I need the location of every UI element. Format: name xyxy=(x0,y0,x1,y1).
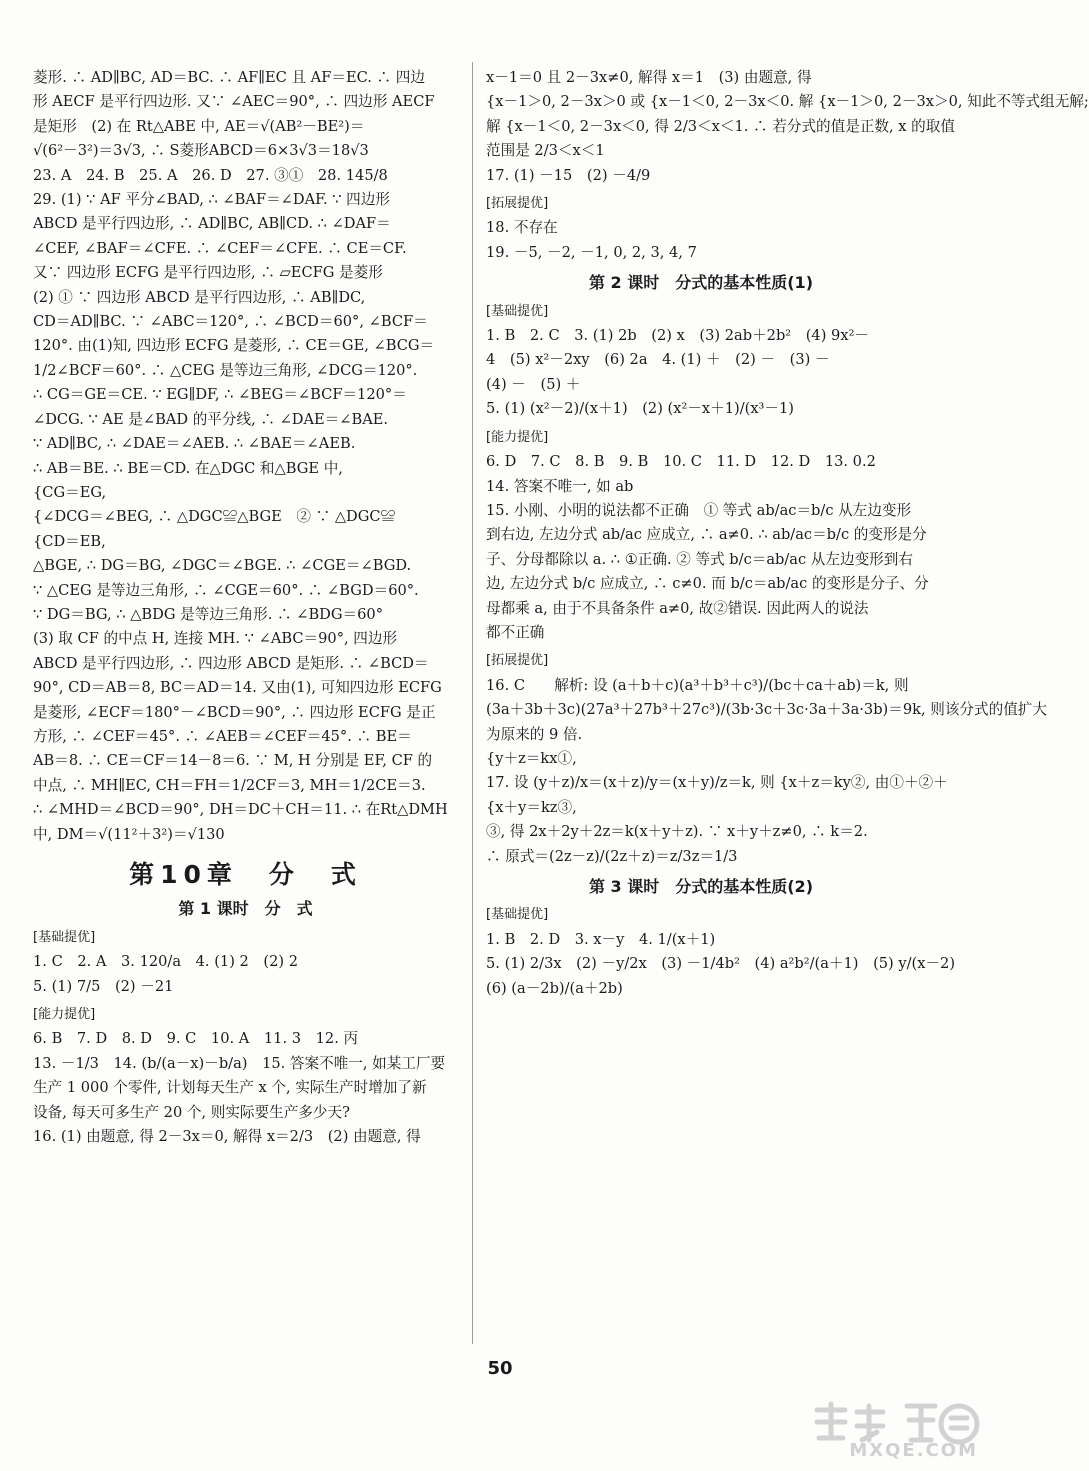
text-line: 生产 1 000 个零件, 计划每天生产 x 个, 实际生产时增加了新 xyxy=(33,1079,427,1097)
section-label: [基础提优] xyxy=(486,907,549,923)
text-line: 中, DM＝√(11²＋3²)＝√130 xyxy=(33,825,225,843)
text-line: 16. (1) 由题意, 得 2－3x＝0, 解得 x＝2/3 (2) 由题意, 得 xyxy=(33,1128,421,1146)
text-line: 17. 设 (y＋z)/x＝(x＋z)/y＝(x＋y)/z＝k, 则 {x＋z＝ky②, 由①＋②＋ xyxy=(486,774,948,792)
text-line: 中点, ∴ MH∥EC, CH＝FH＝1/2CF＝3, MH＝1/2CE＝3. xyxy=(33,776,426,794)
column-divider xyxy=(472,62,473,1344)
text-line: 1. B 2. D 3. x－y 4. 1/(x＋1) xyxy=(486,930,716,948)
text-line: 6. D 7. C 8. B 9. B 10. C 11. D 12. D 13. 0.2 xyxy=(486,453,876,471)
text-line: (3a＋3b＋3c)(27a³＋27b³＋27c³)/(3b·3c＋3c·3a＋3a·3b)＝9k, 则该分式的值扩大 xyxy=(486,701,1047,719)
right-column xyxy=(486,66,1089,1001)
text-line: 90°, CD＝AB＝8, BC＝AD＝14. 又由(1), 可知四边形 ECFG xyxy=(33,679,442,697)
text-line: 120°. 由(1)知, 四边形 ECFG 是菱形, ∴ CE＝GE, ∠BCG＝ xyxy=(33,337,435,355)
left-column xyxy=(33,66,458,1149)
text-line: 1. B 2. C 3. (1) 2b (2) x (3) 2ab＋2b² (4) 9x²－ xyxy=(486,327,870,345)
text-line: 13. －1/3 14. (b/(a－x)－b/a) 15. 答案不唯一, 如某工厂要 xyxy=(33,1054,446,1072)
text-line: x－1＝0 且 2－3x≠0, 解得 x＝1 (3) 由题意, 得 xyxy=(486,69,812,86)
lesson-title: 第 1 课时 分 式 xyxy=(178,899,313,919)
text-line: {CG＝EG, xyxy=(33,483,107,501)
text-line: 解 {x－1＜0, 2－3x＜0, 得 2/3＜x＜1. ∴ 若分式的值是正数, x 的取值 xyxy=(486,117,955,135)
text-line: 为原来的 9 倍. xyxy=(486,725,583,743)
text-line: 是菱形, ∠ECF＝180°－∠BCD＝90°, ∴ 四边形 ECFG 是正 xyxy=(33,703,436,721)
text-line: 18. 不存在 xyxy=(486,219,558,237)
text-line: {x＋y＝kz③, xyxy=(486,798,577,816)
text-line: 4 (5) x²－2xy (6) 2a 4. (1) ＋ (2) － (3) － xyxy=(486,351,830,369)
text-line: 形 AECF 是平行四边形. 又∵ ∠AEC＝90°, ∴ 四边形 AECF xyxy=(33,93,435,111)
text-line: 又∵ 四边形 ECFG 是平行四边形, ∴ ▱ECFG 是菱形 xyxy=(33,264,383,282)
text-line: 5. (1) 7/5 (2) －21 xyxy=(33,977,174,995)
section-label: [能力提优] xyxy=(486,429,549,445)
text-line: ∴ CG＝GE＝CE. ∵ EG∥DF, ∴ ∠BEG＝∠BCF＝120°＝ xyxy=(33,386,407,404)
text-line: 方形, ∴ ∠CEF＝45°. ∴ ∠AEB＝∠CEF＝45°. ∴ BE＝ xyxy=(33,727,412,745)
text-line: CD＝AD∥BC. ∵ ∠ABC＝120°, ∴ ∠BCD＝60°, ∠BCF＝ xyxy=(33,313,428,331)
lesson-title: 第 2 课时 分式的基本性质(1) xyxy=(588,273,814,293)
text-line: 到右边, 左边分式 ab/ac 应成立, ∴ a≠0. ∴ ab/ac＝b/c 的变形是分 xyxy=(486,526,927,544)
text-line: 5. (1) 2/3x (2) －y/2x (3) －1/4b² (4) a²b²/(a＋1) (5) y/(x－2) xyxy=(486,955,956,973)
text-line: {x－1＞0, 2－3x＞0 或 {x－1＜0, 2－3x＜0. 解 {x－1＞0, 2－3x＞0, 知此不等式组无解; xyxy=(486,93,1089,111)
text-line: ∠CEF, ∠BAF＝∠CFE. ∴ ∠CEF＝∠CFE. ∴ CE＝CF. xyxy=(33,239,407,257)
text-line: 15. 小刚、小明的说法都不正确 ① 等式 ab/ac＝b/c 从左边变形 xyxy=(486,501,912,519)
text-line: 范围是 2/3＜x＜1 xyxy=(486,142,605,160)
text-line: AB＝8. ∴ CE＝CF＝14－8＝6. ∵ M, H 分别是 EF, CF 的 xyxy=(33,752,433,770)
text-line: 1/2∠BCF＝60°. ∴ △CEG 是等边三角形, ∠DCG＝120°. xyxy=(33,361,418,379)
text-line: 子、分母都除以 a. ∴ ①正确. ② 等式 b/c＝ab/ac 从左边变形到右 xyxy=(486,550,913,568)
text-line: ∵ DG＝BG, ∴ △BDG 是等边三角形. ∴ ∠BDG＝60° xyxy=(33,605,384,623)
text-line: ∵ AD∥BC, ∴ ∠DAE＝∠AEB. ∴ ∠BAE＝∠AEB. xyxy=(33,435,356,453)
text-line: 都不正确 xyxy=(486,623,545,641)
text-line: 1. C 2. A 3. 120/a 4. (1) 2 (2) 2 xyxy=(33,953,298,971)
text-line: 17. (1) －15 (2) －4/9 xyxy=(486,166,651,184)
text-line: 设备, 每天可多生产 20 个, 则实际要生产多少天? xyxy=(33,1103,350,1121)
text-line: ABCD 是平行四边形, ∴ AD∥BC, AB∥CD. ∴ ∠DAF＝ xyxy=(33,215,391,233)
lesson-title: 第 3 课时 分式的基本性质(2) xyxy=(588,877,814,896)
text-line: ∴ 原式＝(2z－z)/(2z＋z)＝z/3z＝1/3 xyxy=(486,847,738,865)
text-line: 23. A 24. B 25. A 26. D 27. ③① 28. 145/8 xyxy=(33,166,388,184)
chapter-title: 第10章 分 式 xyxy=(129,860,362,889)
section-label: [基础提优] xyxy=(486,303,549,319)
text-line: 5. (1) (x²－2)/(x＋1) (2) (x²－x＋1)/(x³－1) xyxy=(486,400,794,418)
text-line: 16. C 解析: 设 (a＋b＋c)(a³＋b³＋c³)/(bc＋ca＋ab)＝k, 则 xyxy=(486,676,909,694)
text-line: 14. 答案不唯一, 如 ab xyxy=(486,477,634,495)
text-line: ∵ △CEG 是等边三角形, ∴ ∠CGE＝60°. ∴ ∠BGD＝60°. xyxy=(33,581,419,599)
text-line: ∴ ∠MHD＝∠BCD＝90°, DH＝DC＋CH＝11. ∴ 在Rt△DMH xyxy=(33,801,448,819)
text-line: 是矩形 (2) 在 Rt△ABE 中, AE＝√(AB²－BE²)＝ xyxy=(33,117,365,135)
text-line: {CD＝EB, xyxy=(33,532,106,550)
section-label: [能力提优] xyxy=(33,1007,96,1023)
section-label: [基础提优] xyxy=(33,929,96,945)
text-line: {y＋z＝kx①, xyxy=(486,749,577,767)
text-line: 菱形. ∴ AD∥BC, AD＝BC. ∴ AF∥EC 且 AF＝EC. ∴ 四边 xyxy=(33,69,425,86)
text-line: {∠DCG＝∠BEG, ∴ △DGC≌△BGE ② ∵ △DGC≌ xyxy=(33,508,396,526)
text-line: (3) 取 CF 的中点 H, 连接 MH. ∵ ∠ABC＝90°, 四边形 xyxy=(33,630,398,648)
text-line: 边, 左边分式 b/c 应成立, ∴ c≠0. 而 b/c＝ab/ac 的变形是分子、分 xyxy=(486,575,929,593)
text-line: (2) ① ∵ 四边形 ABCD 是平行四边形, ∴ AB∥DC, xyxy=(33,288,366,306)
text-line: 6. B 7. D 8. D 9. C 10. A 11. 3 12. 丙 xyxy=(33,1030,359,1048)
text-line: ③, 得 2x＋2y＋2z＝k(x＋y＋z). ∵ x＋y＋z≠0, ∴ k＝2. xyxy=(486,823,868,841)
text-line: (4) － (5) ＋ xyxy=(486,375,581,393)
page-number: 50 xyxy=(487,1358,513,1379)
section-label: [拓展提优] xyxy=(486,653,549,669)
watermark-url: MXQE.COM xyxy=(849,1440,978,1461)
text-line: √(6²－3²)＝3√3, ∴ S菱形ABCD＝6×3√3＝18√3 xyxy=(33,142,369,160)
text-line: 母都乘 a, 由于不具备条件 a≠0, 故②错误. 因此两人的说法 xyxy=(486,599,869,617)
text-line: ∴ AB＝BE. ∴ BE＝CD. 在△DGC 和△BGE 中, xyxy=(33,459,343,477)
text-line: 29. (1) ∵ AF 平分∠BAD, ∴ ∠BAF＝∠DAF. ∵ 四边形 xyxy=(33,191,390,209)
text-line: ABCD 是平行四边形, ∴ 四边形 ABCD 是矩形. ∴ ∠BCD＝ xyxy=(33,654,429,672)
text-line: △BGE, ∴ DG＝BG, ∠DGC＝∠BGE. ∴ ∠CGE＝∠BGD. xyxy=(33,557,412,575)
section-label: [拓展提优] xyxy=(486,196,549,212)
text-line: ∠DCG. ∵ AE 是∠BAD 的平分线, ∴ ∠DAE＝∠BAE. xyxy=(33,410,389,428)
text-line: 19. －5, －2, －1, 0, 2, 3, 4, 7 xyxy=(486,243,697,261)
text-line: (6) (a－2b)/(a＋2b) xyxy=(486,979,623,997)
